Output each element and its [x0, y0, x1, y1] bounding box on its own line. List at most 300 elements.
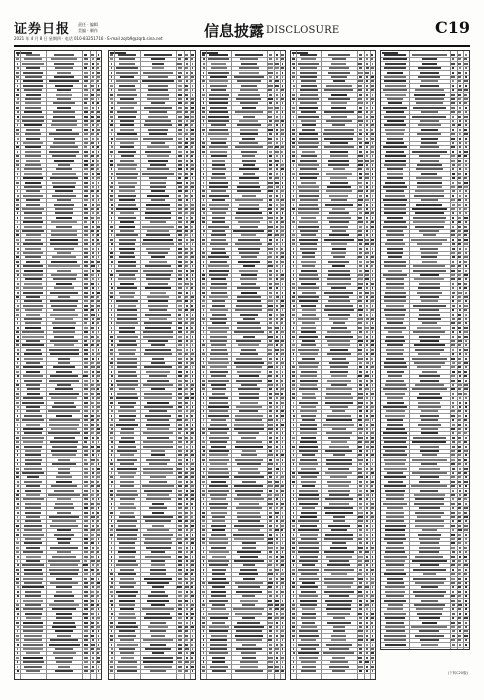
table-cell-text [202, 305, 204, 307]
table-cell-text [452, 498, 454, 500]
table-cell-text [276, 547, 278, 549]
table-cell-text [111, 182, 113, 184]
table-cell-text [84, 164, 88, 166]
table-cell-text [235, 446, 263, 448]
table-cell-text [292, 582, 294, 584]
table-cell-text [365, 72, 368, 74]
table-cell-text [372, 305, 374, 307]
table-cell-text [111, 168, 113, 170]
table-cell-text [293, 265, 295, 267]
table-cell-text [50, 564, 79, 566]
table-cell-text [333, 516, 345, 518]
table-cell-text [178, 415, 181, 417]
table-cell-text [24, 89, 42, 91]
table-cell-text [186, 652, 188, 654]
table-cell-text [48, 560, 79, 562]
table-cell-text [97, 305, 99, 307]
table-cell-text [50, 547, 79, 549]
table-cell-text [53, 327, 74, 329]
table-cell-text [92, 63, 94, 65]
table-cell-text [98, 186, 100, 188]
table-cell-text [464, 481, 468, 483]
table-cell-text [97, 366, 100, 368]
table-cell-text [458, 534, 461, 536]
table-cell-text [117, 450, 137, 452]
table-cell-text [300, 384, 317, 386]
table-cell-text [209, 397, 228, 399]
table-cell-text [17, 538, 19, 540]
table-cell-text [186, 415, 188, 417]
table-cell-text [269, 283, 273, 285]
table-cell-text [366, 80, 368, 82]
table-cell-text [293, 428, 295, 430]
table-cell-text [178, 274, 183, 276]
table-cell-text [84, 116, 89, 118]
table-cell-text [208, 490, 229, 492]
table-cell-text [119, 353, 134, 355]
table-cell-text [268, 591, 272, 593]
table-cell-text [191, 564, 193, 566]
table-cell-text [329, 296, 349, 298]
table-cell-text [203, 199, 205, 201]
table-cell-text [91, 516, 94, 518]
table-cell-text [97, 569, 99, 571]
table-cell-text [53, 142, 76, 144]
table-cell-text [240, 666, 258, 668]
table-cell-text [91, 305, 94, 307]
table-cell-text [293, 498, 295, 500]
table-cell-text [91, 560, 94, 562]
table-cell-text [185, 393, 188, 395]
table-cell-text [17, 151, 19, 153]
table-cell-text [282, 366, 284, 368]
table-cell-text [281, 314, 283, 316]
table-cell-text [464, 283, 467, 285]
table-cell-text [146, 208, 169, 210]
table-cell-text [202, 666, 204, 668]
table-cell-text [452, 300, 454, 302]
table-cell-text [120, 283, 134, 285]
table-cell-text [185, 525, 188, 527]
table-cell-text [117, 538, 136, 540]
table-cell-text [371, 415, 373, 417]
table-cell-text [151, 344, 165, 346]
table-cell-text [465, 142, 467, 144]
table-cell-text [451, 270, 455, 272]
table-cell-text [16, 494, 18, 496]
table-cell-text [17, 648, 19, 650]
table-cell-text [358, 454, 362, 456]
table-cell-text [98, 248, 100, 250]
table-cell-text [282, 116, 284, 118]
table-cell-text [97, 591, 99, 593]
table-cell-text [84, 155, 87, 157]
table-cell-text [147, 168, 169, 170]
table-cell-text [26, 371, 39, 373]
table-cell-text [281, 424, 283, 426]
table-cell-text [359, 177, 362, 179]
table-cell-text [186, 617, 188, 619]
table-cell-text [111, 204, 113, 206]
table-cell-text [84, 142, 88, 144]
table-cell-text [98, 98, 100, 100]
table-cell-text [110, 94, 113, 96]
table-cell-text [192, 547, 194, 549]
table-cell-text [16, 402, 19, 404]
table-cell-text [459, 248, 461, 250]
table-cell-text [326, 173, 352, 175]
table-cell-text [84, 89, 89, 91]
table-cell-text [92, 353, 94, 355]
table-cell-text [118, 375, 137, 377]
table-cell-text [91, 168, 94, 170]
table-cell-text [16, 578, 18, 580]
table-cell-text [97, 67, 99, 69]
table-cell-text [209, 195, 229, 197]
table-cell-text [48, 410, 79, 412]
table-cell-text [384, 538, 407, 540]
table-cell-text [211, 635, 227, 637]
table-cell-text [293, 353, 295, 355]
table-cell-text [178, 424, 181, 426]
table-cell-text [110, 336, 112, 338]
table-cell-text [191, 384, 193, 386]
table-cell-text [84, 366, 87, 368]
table-cell-text [276, 503, 278, 505]
table-cell-text [121, 428, 134, 430]
table-cell-text [276, 195, 279, 197]
table-cell-text [300, 199, 318, 201]
table-cell-text [84, 305, 87, 307]
table-cell-text [242, 107, 256, 109]
table-column-1 [14, 50, 102, 680]
table-cell-text [98, 441, 100, 443]
table-cell-text [372, 529, 374, 531]
table-cell-text [331, 327, 347, 329]
table-cell-text [371, 454, 373, 456]
table-cell-text [16, 547, 18, 549]
table-cell-text [23, 80, 44, 82]
table-cell-text [98, 309, 100, 311]
table-cell-text [465, 265, 468, 267]
table-cell-text [386, 234, 403, 236]
table-cell-text [84, 542, 87, 544]
table-cell-text [384, 327, 405, 329]
table-cell-text [23, 630, 42, 632]
table-cell-text [191, 54, 193, 56]
table-cell-text [185, 234, 188, 236]
table-cell-text [49, 644, 80, 646]
table-cell-text [415, 212, 443, 214]
table-cell-text [97, 72, 99, 74]
table-cell-text [383, 406, 407, 408]
table-cell-text [111, 89, 113, 91]
table-cell-text [91, 534, 94, 536]
table-cell-text [299, 463, 318, 465]
table-cell-text [269, 80, 272, 82]
table-cell-text [366, 626, 369, 628]
table-cell-text [451, 111, 455, 113]
table-cell-text [242, 481, 256, 483]
table-cell-text [412, 208, 447, 210]
table-cell-text [385, 160, 406, 162]
table-cell-text [451, 274, 455, 276]
table-cell-text [282, 648, 284, 650]
table-cell-text [50, 441, 78, 443]
table-cell-text [301, 80, 316, 82]
table-cell-text [413, 221, 445, 223]
table-cell-text [420, 340, 439, 342]
table-cell-text [458, 538, 461, 540]
table-cell-text [459, 547, 461, 549]
table-cell-text [98, 507, 100, 509]
table-cell-text [16, 199, 18, 201]
table-cell-text [211, 239, 226, 241]
table-cell-text [302, 265, 315, 267]
table-cell-text [191, 525, 193, 527]
table-cell-text [327, 331, 351, 333]
table-cell-text [366, 415, 369, 417]
table-cell-text [268, 485, 273, 487]
table-cell-text [268, 538, 273, 540]
table-cell-text [451, 160, 455, 162]
table-cell-text [269, 164, 273, 166]
table-cell-text [191, 573, 193, 575]
table-cell-text [458, 116, 461, 118]
table-cell-text [366, 94, 368, 96]
table-cell-text [465, 366, 467, 368]
table-cell-text [142, 243, 174, 245]
masthead-rule [14, 45, 470, 47]
table-cell-text [202, 459, 204, 461]
table-cell-text [282, 195, 283, 197]
table-cell-text [97, 76, 99, 78]
table-cell-text [92, 476, 94, 478]
table-cell-text [111, 278, 113, 280]
table-cell-text [268, 380, 272, 382]
table-cell-text [464, 432, 467, 434]
table-cell-text [191, 252, 193, 254]
table-cell-text [97, 472, 99, 474]
table-cell-text [371, 292, 373, 294]
table-cell-text [276, 582, 278, 584]
table-cell-text [91, 80, 94, 82]
table-cell-text [302, 340, 316, 342]
table-cell-text [299, 578, 319, 580]
table-cell-text [386, 428, 405, 430]
table-cell-text [326, 459, 353, 461]
table-cell-text [242, 138, 255, 140]
table-cell-text [202, 520, 204, 522]
table-cell-text [452, 371, 455, 373]
table-cell-text [191, 586, 193, 588]
table-cell-text [185, 485, 188, 487]
table-cell-text [235, 217, 263, 219]
table-cell-text [458, 419, 461, 421]
table-cell-text [459, 102, 461, 104]
table-cell-text [91, 261, 94, 263]
table-cell-text [185, 402, 188, 404]
table-cell-text [415, 512, 444, 514]
table-cell-text [301, 512, 317, 514]
table-cell-text [281, 564, 283, 566]
table-cell-text [84, 503, 87, 505]
table-cell-text [239, 393, 259, 395]
table-cell-text [98, 142, 100, 144]
table-cell-text [111, 648, 113, 650]
table-cell-text [51, 261, 77, 263]
table-cell-text [302, 314, 316, 316]
table-cell-text [52, 446, 77, 448]
table-cell-text [178, 138, 182, 140]
table-cell-text [16, 94, 18, 96]
table-cell-text [326, 419, 352, 421]
table-cell-text [384, 362, 406, 364]
table-cell-text [366, 151, 368, 153]
table-cell-text [209, 542, 229, 544]
table-cell-text [329, 648, 349, 650]
table-cell-text [84, 248, 87, 250]
table-cell-text [110, 199, 112, 201]
table-cell-text [358, 406, 362, 408]
table-cell-text [366, 384, 368, 386]
table-cell-text [268, 468, 272, 470]
table-cell-text [98, 498, 100, 500]
table-cell-text [268, 129, 272, 131]
table-cell-text [211, 525, 225, 527]
table-cell-text [293, 468, 295, 470]
table-cell-text [412, 388, 448, 390]
table-cell-text [458, 446, 461, 448]
table-cell-text [464, 58, 467, 60]
table-cell-text [52, 155, 75, 157]
table-cell-text [91, 98, 94, 100]
table-cell-text [111, 234, 113, 236]
table-cell-text [330, 371, 348, 373]
table-cell-text [422, 322, 438, 324]
table-cell-text [282, 516, 284, 518]
table-cell-text [452, 613, 455, 615]
table-cell-text [293, 534, 294, 536]
table-cell-text [23, 608, 43, 610]
table-cell-text [191, 327, 193, 329]
table-cell-text [119, 516, 134, 518]
table-cell-text [300, 556, 318, 558]
table-cell-text [84, 296, 88, 298]
table-cell-text [331, 243, 348, 245]
table-cell-text [240, 402, 259, 404]
table-cell-text [120, 498, 135, 500]
table-cell-text [268, 622, 273, 624]
table-cell-text [276, 336, 278, 338]
table-cell-text [386, 547, 404, 549]
table-cell-text [17, 516, 19, 518]
table-cell-text [268, 98, 273, 100]
table-cell-text [57, 199, 71, 201]
table-cell-text [209, 94, 229, 96]
table-cell-text [298, 296, 319, 298]
table-cell-text [97, 490, 99, 492]
table-cell-text [239, 410, 258, 412]
table-cell-text [293, 516, 295, 518]
table-cell-text [203, 608, 205, 610]
table-cell-text [293, 164, 295, 166]
table-cell-text [372, 186, 374, 188]
table-cell-text [202, 446, 204, 448]
table-cell-text [22, 419, 44, 421]
table-cell-text [91, 327, 94, 329]
table-cell-text [366, 98, 369, 100]
table-cell-text [203, 578, 205, 580]
table-cell-text [416, 177, 442, 179]
table-cell-text [120, 503, 135, 505]
table-cell-text [358, 472, 362, 474]
table-cell-text [366, 630, 368, 632]
table-cell-text [148, 252, 169, 254]
table-cell-text [202, 129, 204, 131]
table-cell-text [239, 182, 259, 184]
table-cell-text [419, 283, 440, 285]
table-cell-text [151, 604, 166, 606]
table-cell-text [387, 419, 403, 421]
table-cell-text [331, 102, 347, 104]
table-cell-text [276, 384, 279, 386]
table-cell-text [186, 160, 188, 162]
table-cell-text [192, 349, 194, 351]
table-cell-text [328, 300, 350, 302]
table-cell-text [359, 94, 362, 96]
table-cell-text [84, 595, 89, 597]
table-cell-text [452, 406, 454, 408]
table-cell-text [301, 415, 316, 417]
table-cell-text [211, 481, 226, 483]
table-cell-text [301, 538, 317, 540]
table-cell-text [269, 195, 273, 197]
table-cell-text [22, 402, 44, 404]
table-cell-text [16, 287, 19, 289]
table-cell-text [238, 94, 261, 96]
table-cell-text [178, 217, 183, 219]
table-cell-text [458, 428, 461, 430]
table-cell-text [372, 120, 374, 122]
table-cell-text [203, 85, 205, 87]
table-cell-text [371, 569, 373, 571]
table-cell-text [281, 256, 283, 258]
table-cell-text [178, 516, 181, 518]
table-cell-text [192, 424, 194, 426]
table-cell-text [91, 622, 94, 624]
table-cell-text [210, 432, 227, 434]
table-cell-text [293, 212, 295, 214]
table-cell-text [282, 177, 284, 179]
table-cell-text [17, 358, 19, 360]
table-cell-text [17, 80, 19, 82]
table-cell-text [143, 138, 174, 140]
table-cell-text [178, 450, 183, 452]
table-cell-text [118, 560, 137, 562]
table-cell-text [111, 331, 113, 333]
table-cell-text [202, 256, 204, 258]
table-cell-text [418, 124, 441, 126]
table-cell-text [268, 327, 272, 329]
table-cell-text [331, 529, 347, 531]
table-cell-text [281, 199, 283, 201]
table-cell-text [210, 441, 227, 443]
table-cell-text [358, 239, 363, 241]
table-cell-text [17, 564, 19, 566]
table-cell-text [282, 309, 284, 311]
table-cell-text [210, 138, 227, 140]
